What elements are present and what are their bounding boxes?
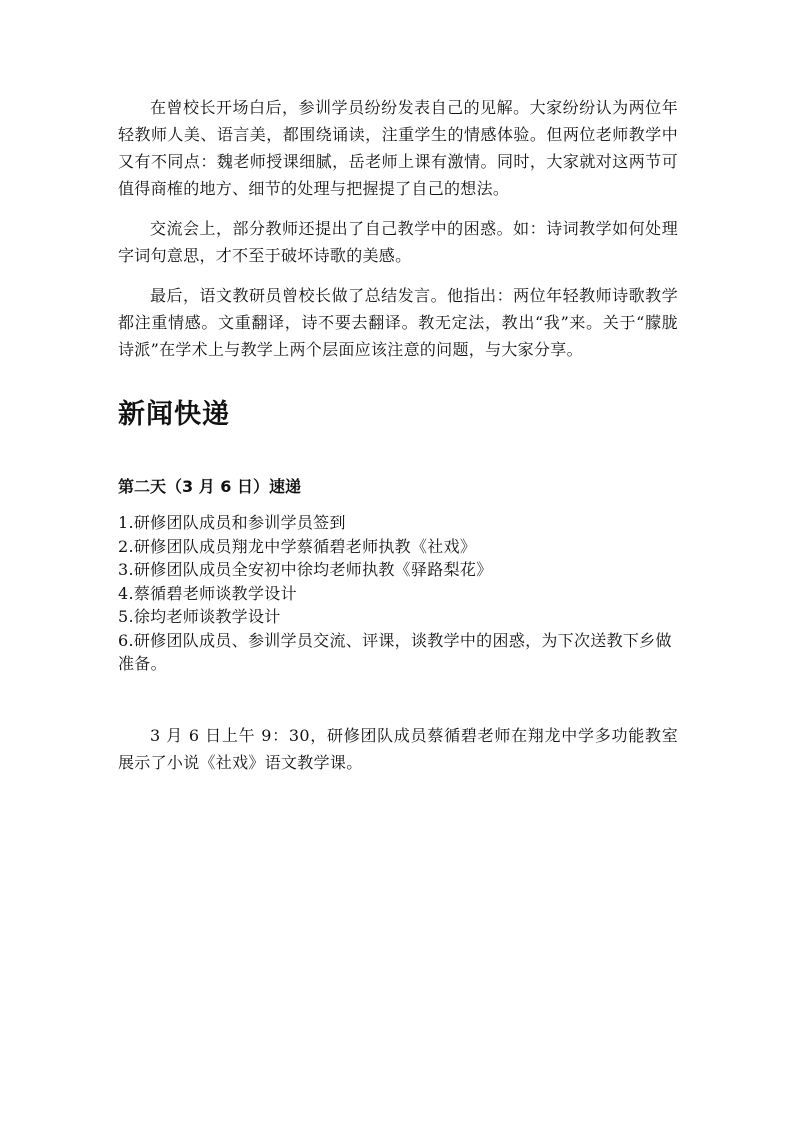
agenda-item: 2.研修团队成员翔龙中学蔡循碧老师执教《社戏》 — [118, 536, 477, 556]
document-page — [118, 94, 678, 776]
section-title: 新闻快递 — [118, 399, 230, 430]
agenda-item: 1.研修团队成员和参训学员签到 — [118, 513, 346, 532]
agenda-item: 3.研修团队成员全安初中徐均老师执教《驿路梨花》 — [118, 560, 493, 579]
paragraph-opening-remarks: 在曾校长开场白后，参训学员纷纷发表自己的见解。大家纷纷认为两位年轻教师人美、语言美，都围绕诵读，注重学生的情感体验。但两位老师教学中又有不同点：魏老师授课细腻，岳老师上课有激情。同时，大家就对这两节可值得商榷的地方、细节的处理与把握提了自己的想法。 — [118, 98, 678, 198]
section-subtitle: 第二天（3 月 6 日）速递 — [118, 477, 301, 496]
agenda-item: 5.徐均老师谈教学设计 — [118, 607, 281, 626]
paragraph-exchange-meeting: 交流会上，部分教师还提出了自己教学中的困惑。如：诗词教学如何处理字词句意思，才不至于破坏诗歌的美感。 — [118, 219, 678, 265]
agenda-list — [118, 511, 678, 676]
agenda-item: 4.蔡循碧老师谈教学设计 — [118, 583, 297, 603]
paragraph-class-report: 3 月 6 日上午 9：30，研修团队成员蔡循碧老师在翔龙中学多功能教室展示了小说《社戏》语文教学课。 — [118, 725, 678, 772]
paragraph-summary-speech: 最后，语文教研员曾校长做了总结发言。他指出：两位年轻教师诗歌教学都注重情感。文重翻译，诗不要去翻译。教无定法，教出“我”来。关于“朦胧诗派”在学术上与教学上两个层面应该注意的问题，与大家分享。 — [118, 286, 678, 359]
agenda-item: 6.研修团队成员、参训学员交流、评课，谈教学中的困惑，为下次送教下乡做准备。 — [118, 630, 672, 673]
